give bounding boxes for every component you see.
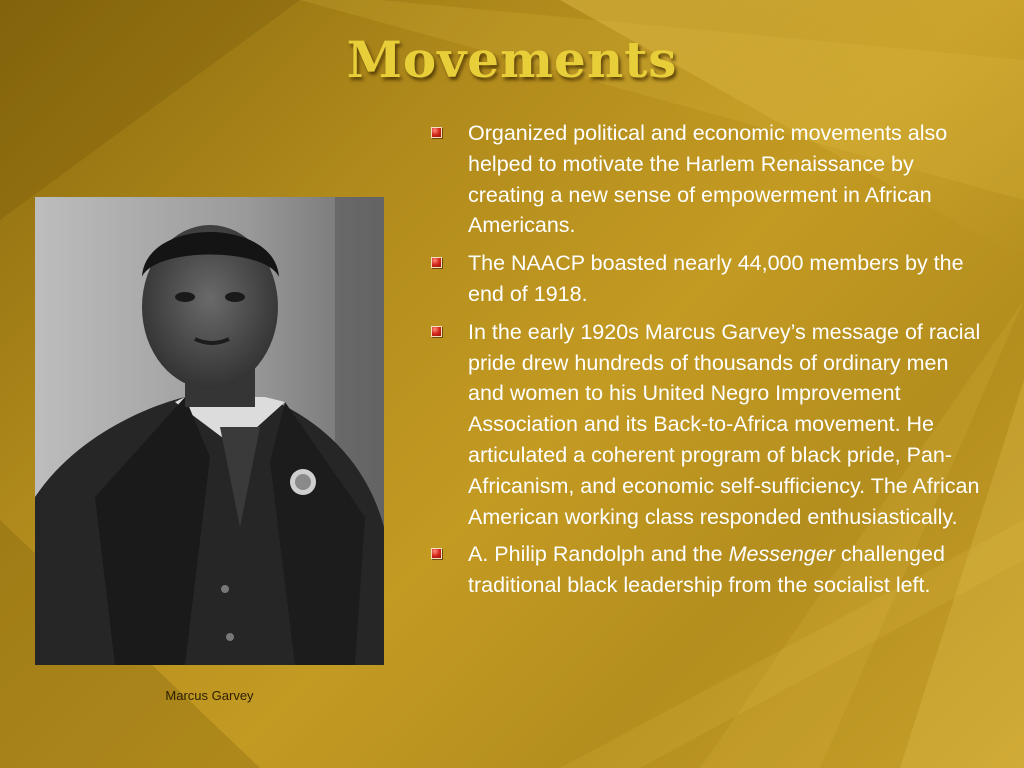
bullet-text-after: challenged traditional black leadership from the socialist left. xyxy=(468,542,945,598)
bullet-text: In the early 1920s Marcus Garvey’s message of racial pride drew hundreds of thousands of ordinary men and women to his United Negro Improvement Association and its Back-to-Africa movement. He articulated a coherent program of black pride, Pan-Africanism, and economic self-sufficiency. The African American working class responded enthusiastically. xyxy=(468,319,981,529)
slide-title: Movements xyxy=(346,30,678,89)
square-bullet-icon xyxy=(431,257,442,268)
square-bullet-icon xyxy=(431,548,442,559)
square-bullet-icon xyxy=(431,127,442,138)
marcus-garvey-photo xyxy=(35,197,384,665)
publication-title: Messenger xyxy=(728,542,835,567)
bullet-item xyxy=(428,539,988,601)
photo-caption: Marcus Garvey xyxy=(165,688,254,703)
bullet-list xyxy=(428,118,988,608)
bullet-item xyxy=(428,317,988,533)
bullet-item xyxy=(428,248,988,310)
bullet-text: Organized political and economic movements also helped to motivate the Harlem Renaissance by creating a new sense of empowerment in African Americans. xyxy=(468,121,948,238)
bullet-text: The NAACP boasted nearly 44,000 members by the end of 1918. xyxy=(468,251,964,306)
bullet-item xyxy=(428,118,988,241)
bullet-text-before: A. Philip Randolph and the xyxy=(468,542,729,567)
square-bullet-icon xyxy=(431,326,442,337)
